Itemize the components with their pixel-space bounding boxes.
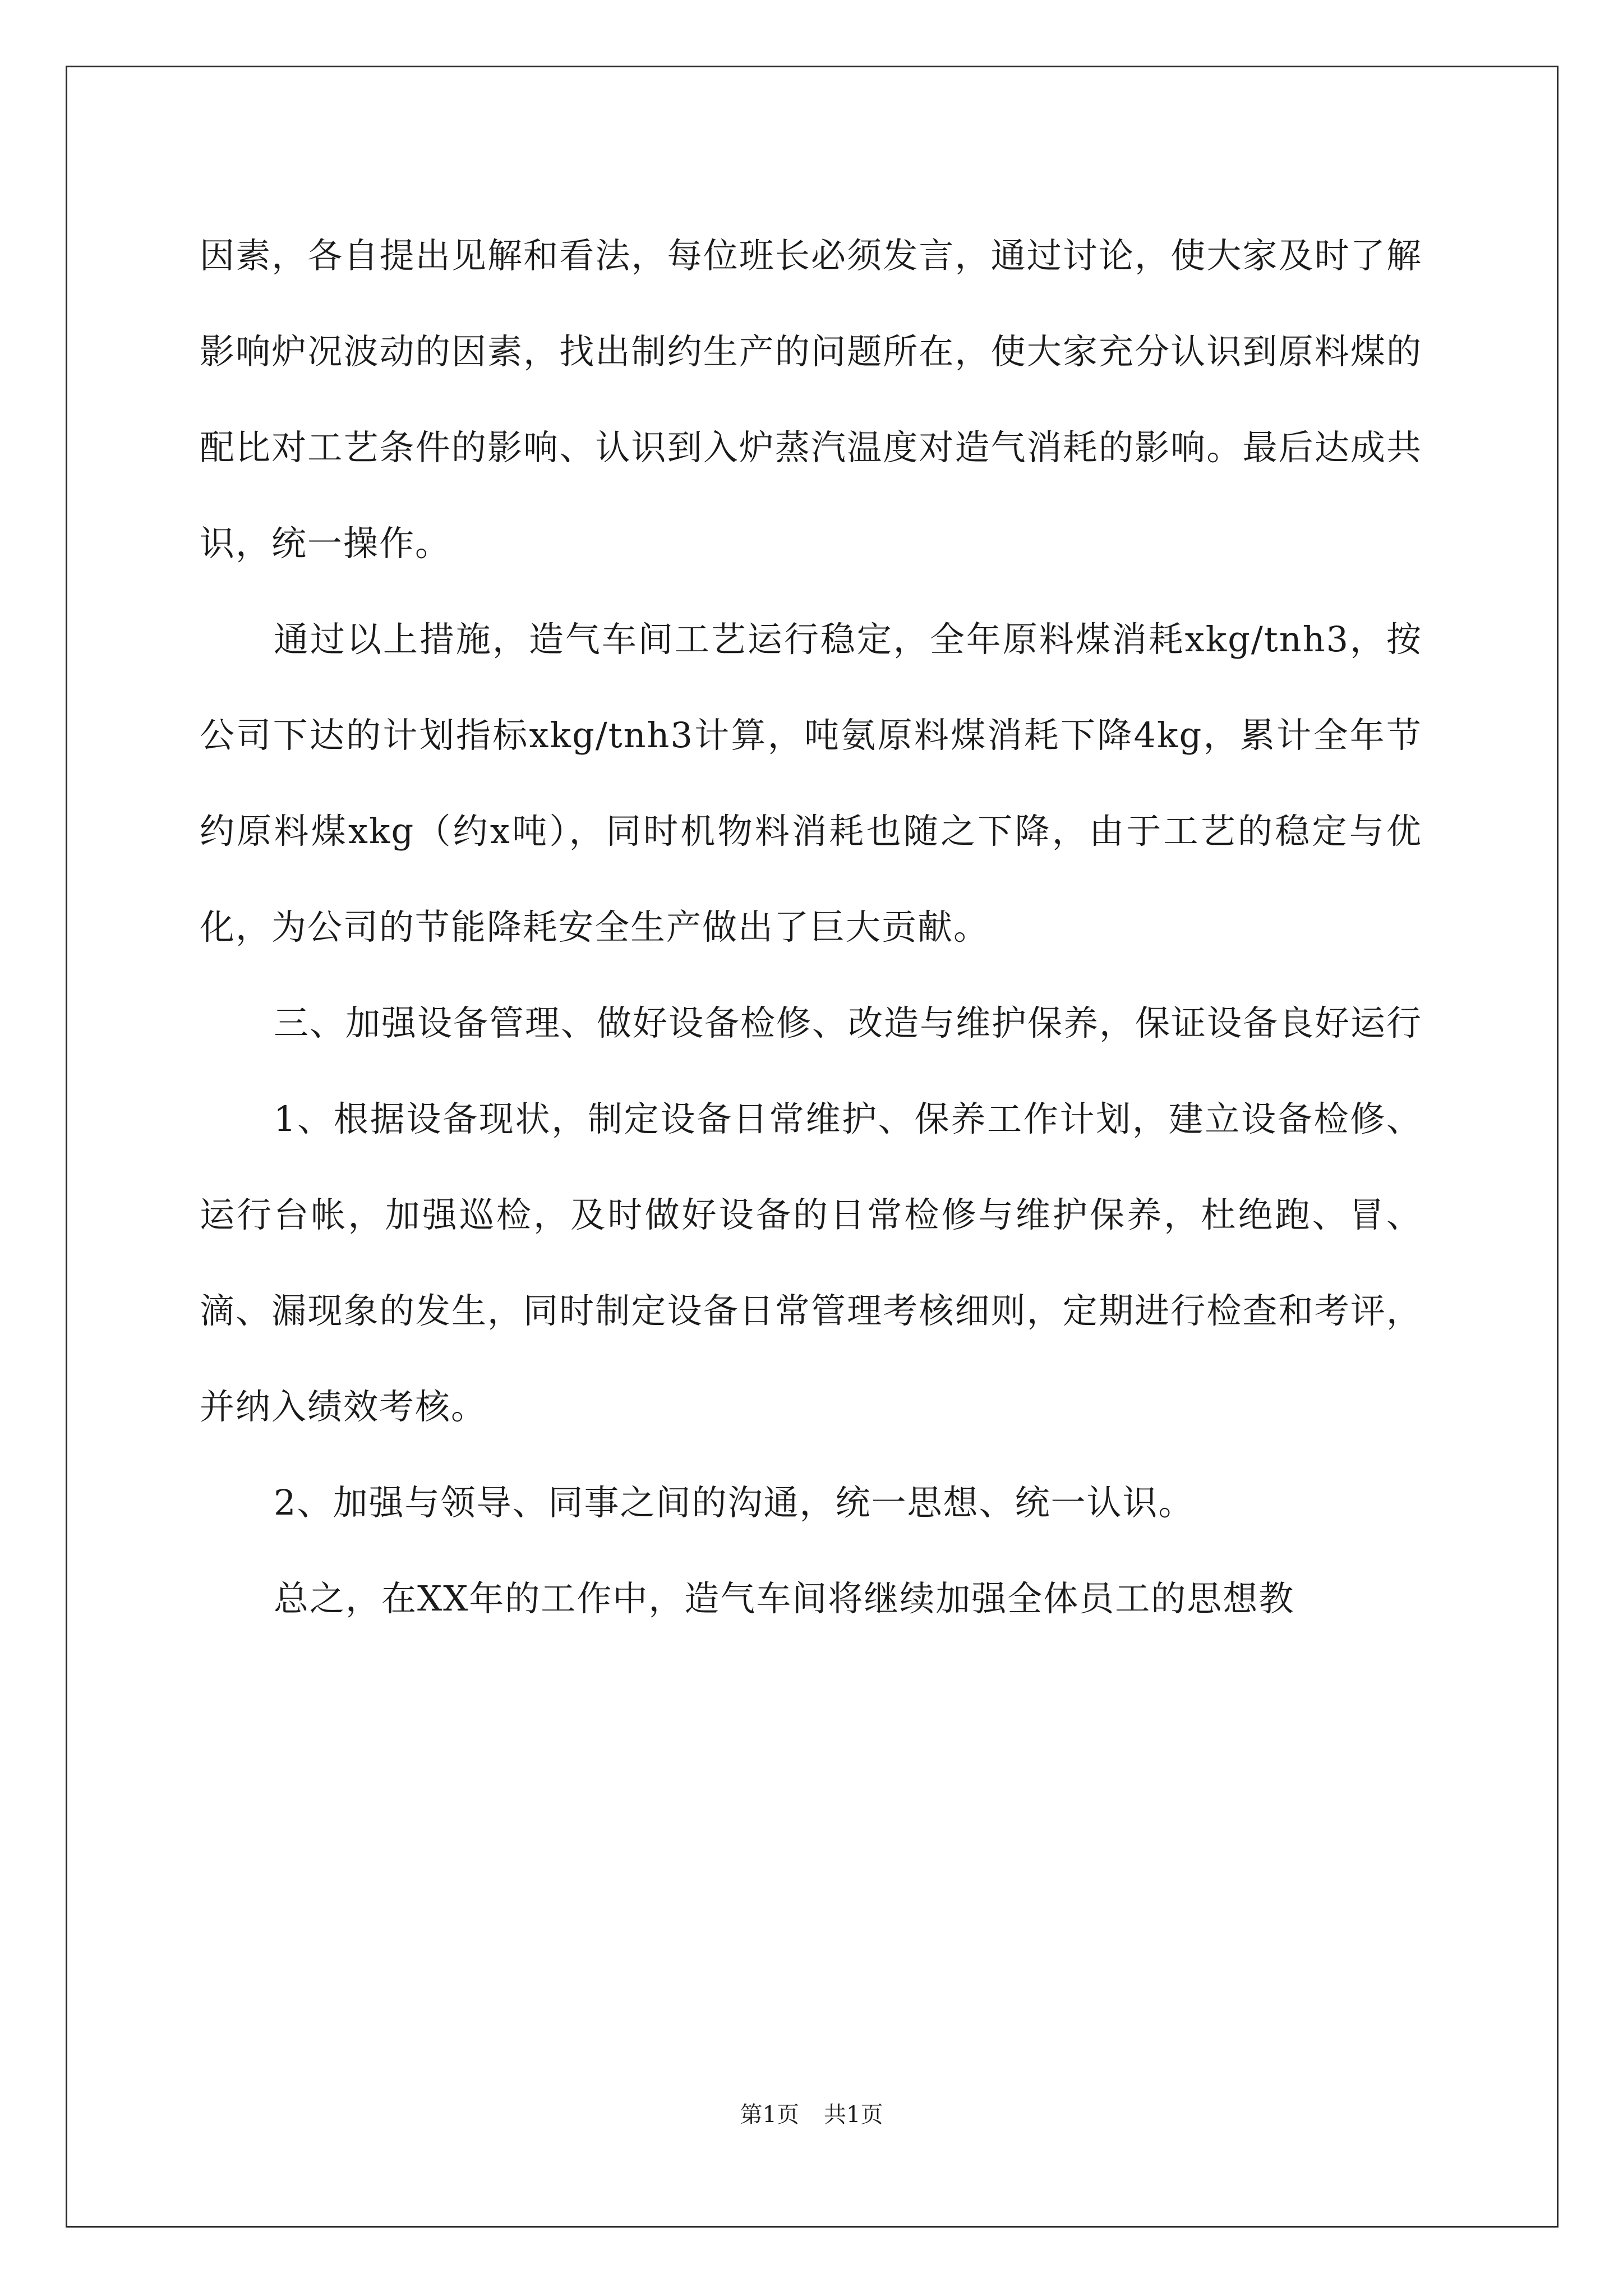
paragraph: 2、加强与领导、同事之间的沟通，统一思想、统一认识。 — [274, 1482, 1195, 1523]
document-body — [200, 208, 1422, 1646]
section-heading: 三、加强设备管理、做好设备检修、改造与维护保养，保证设备良好运行 — [274, 1002, 1423, 1043]
paragraph: 因素，各自提出见解和看法，每位班长必须发言，通过讨论，使大家及时了解影响炉况波动的因素，找出制约生产的问题所在，使大家充分认识到原料煤的配比对工艺条件的影响、认识到入炉蒸汽温度对造气消耗的影响。最后达成共识，统一操作。 — [200, 235, 1422, 564]
paragraph: 总之，在XX年的工作中，造气车间将继续加强全体员工的思想教 — [274, 1578, 1295, 1619]
page-number: 第1页 — [740, 2102, 799, 2128]
page-total: 共1页 — [824, 2102, 883, 2128]
page-footer — [0, 2098, 1623, 2132]
paragraph: 通过以上措施，造气车间工艺运行稳定，全年原料煤消耗xkg/tnh3，按公司下达的计划指标xkg/tnh3计算，吨氨原料煤消耗下降4kg，累计全年节约原料煤xkg（约x吨），同时机物料消耗也随之下降，由于工艺的稳定与优化，为公司的节能降耗安全生产做出了巨大贡献。 — [200, 619, 1422, 947]
paragraph: 1、根据设备现状，制定设备日常维护、保养工作计划，建立设备检修、运行台帐，加强巡检，及时做好设备的日常检修与维护保养，杜绝跑、冒、滴、漏现象的发生，同时制定设备日常管理考核细则，定期进行检查和考评，并纳入绩效考核。 — [200, 1098, 1422, 1427]
